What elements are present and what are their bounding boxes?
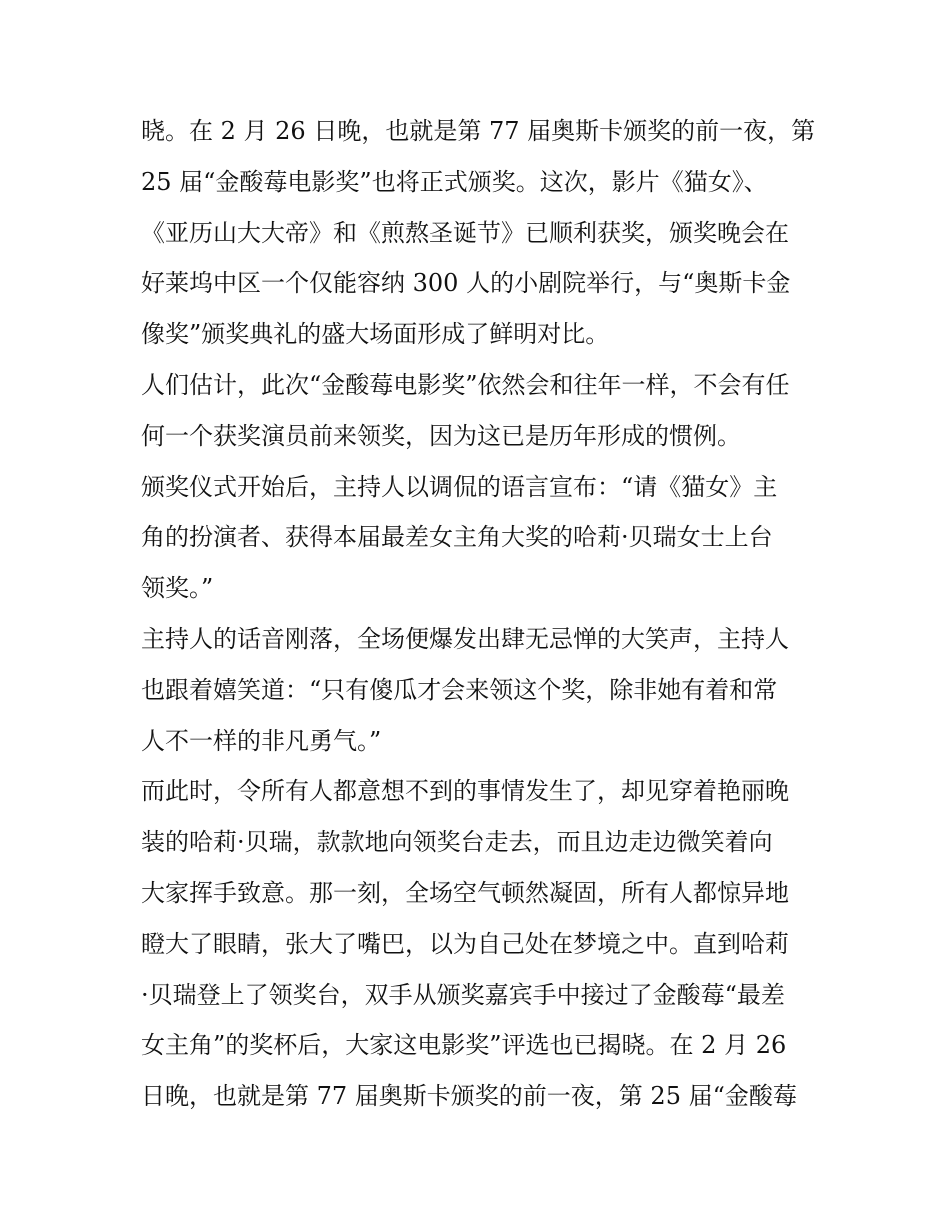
- text-line: 像奖”颁奖典礼的盛大场面形成了鲜明对比。: [141, 320, 610, 349]
- text-line: 装的哈莉·贝瑞，款款地向领奖台走去，而且边走边微笑着向: [141, 828, 773, 857]
- text-line: ·贝瑞登上了领奖台，双手从颁奖嘉宾手中接过了金酸莓“最差: [141, 980, 785, 1009]
- article-text: [141, 106, 821, 1122]
- text-line: 瞪大了眼睛，张大了嘴巴，以为自己处在梦境之中。直到哈莉: [141, 929, 789, 958]
- text-line: 好莱坞中区一个仅能容纳 300 人的小剧院举行，与“奥斯卡金: [141, 269, 791, 298]
- text-line: 25 届“金酸莓电影奖”也将正式颁奖。这次，影片《猫女》、: [141, 167, 768, 196]
- text-line: 而此时，令所有人都意想不到的事情发生了，却见穿着艳丽晚: [141, 777, 789, 806]
- text-line: 日晚，也就是第 77 届奥斯卡颁奖的前一夜，第 25 届“金酸莓: [141, 1082, 797, 1111]
- text-line: 晓。在 2 月 26 日晚，也就是第 77 届奥斯卡颁奖的前一夜，第: [141, 117, 816, 145]
- text-line: 也跟着嬉笑道：“只有傻瓜才会来领这个奖，除非她有着和常: [141, 675, 778, 704]
- text-line: 何一个获奖演员前来领奖，因为这已是历年形成的惯例。: [141, 421, 741, 450]
- text-line: 主持人的话音刚落，全场便爆发出肆无忌惮的大笑声，主持人: [141, 624, 789, 653]
- text-line: 人们估计，此次“金酸莓电影奖”依然会和往年一样，不会有任: [141, 370, 790, 399]
- text-line: 颁奖仪式开始后，主持人以调侃的语言宣布：“请《猫女》主: [141, 472, 778, 501]
- text-line: 《亚历山大大帝》和《煎熬圣诞节》已顺利获奖，颁奖晚会在: [141, 218, 789, 247]
- text-line: 女主角”的奖杯后，大家这电影奖”评选也已揭晓。在 2 月 26: [141, 1031, 787, 1060]
- text-line: 角的扮演者、获得本届最差女主角大奖的哈莉·贝瑞女士上台: [141, 523, 773, 552]
- text-line: 领奖。”: [141, 574, 214, 603]
- text-line: 大家挥手致意。那一刻，全场空气顿然凝固，所有人都惊异地: [141, 878, 789, 907]
- text-line: 人不一样的非凡勇气。”: [141, 726, 382, 755]
